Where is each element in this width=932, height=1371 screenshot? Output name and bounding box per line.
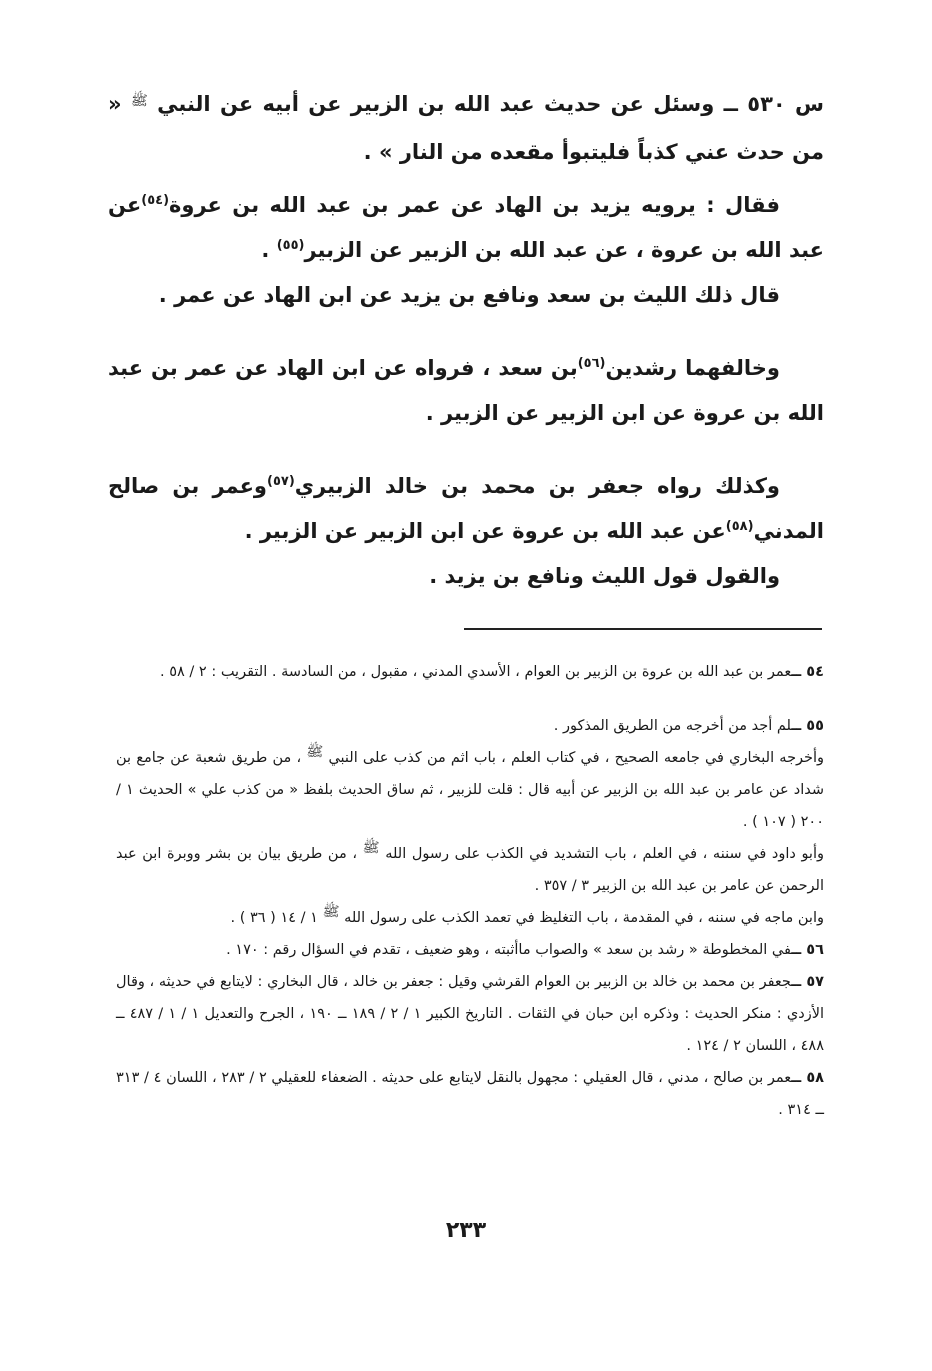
footnote-number: ٥٤ ــ [791, 664, 824, 680]
dissent-text-2: بن سعد ، فرواه عن ابن الهاد عن عمر بن عبد الله بن عروة عن ابن الزبير عن الزبير . [108, 356, 824, 425]
question-number: س ٥٣٠ ــ [723, 92, 825, 116]
main-text [108, 78, 824, 599]
page-number: ٢٣٣ [445, 1218, 487, 1243]
footnote-ref-57[interactable]: (٥٧) [266, 474, 295, 489]
salutation-glyph: ﷺ [130, 93, 148, 109]
answer-text-2: عن عبد الله بن عروة ، عن عبد الله بن الزبير عن الزبير [108, 193, 824, 262]
dissent-paragraph [108, 346, 824, 436]
answer-paragraph [108, 183, 824, 273]
footnote-text: جعفر بن محمد بن خالد بن الزبير بن العوام القرشي وقيل : جعفر بن خالد ، قال البخاري : لايتابع في حديثه ، وقال الأزدي : منكر الحديث : وذكره ابن حبان في الثقات . التاريخ الكبير ١ / ٢ / ١٨٩ ــ ١٩٠ ، الجرح والتعديل ١ / ١ / ٤٨٧ ــ ٤٨٨ ، اللسان ٢ / ١٢٤ . [116, 974, 824, 1054]
question-text-start: وسئل عن حديث عبد الله بن الزبير عن أبيه عن النبي [157, 92, 715, 116]
also-text-3: عن عبد الله بن عروة عن ابن الزبير عن الزبير . [244, 519, 726, 543]
footnote-text: عمر بن عبد الله بن عروة بن الزبير بن العوام ، الأسدي المدني ، مقبول ، من السادسة . التقريب : ٢ / ٥٨ . [160, 664, 792, 680]
footnote-58 [116, 1062, 824, 1126]
footnote-text: وأبو داود في سننه ، في العلم ، باب التشديد في الكذب على رسول الله [385, 846, 824, 862]
question-text-end: « من حدث عني كذباً فليتبوأ مقعده من النار » . [108, 92, 824, 164]
dissent-text-1: وخالفهما رشدين [605, 356, 780, 380]
footnote-57 [116, 966, 824, 1062]
also-narrated-paragraph [108, 464, 824, 554]
footnote-55 [116, 710, 824, 742]
footnotes [116, 656, 824, 1126]
footnote-56 [116, 934, 824, 966]
footnote-number: ٥٨ ــ [791, 1070, 825, 1086]
question-paragraph [108, 82, 824, 175]
footnote-number: ٥٧ ــ [791, 974, 825, 990]
answer-text-1: فقال : يرويه يزيد بن الهاد عن عمر بن عبد الله بن عروة [169, 193, 780, 217]
footnote-text: في المخطوطة « رشد بن سعد » والصواب ماأثبته ، وهو ضعيف ، تقدم في السؤال رقم : ١٧٠ . [226, 942, 792, 958]
footnote-ref-58[interactable]: (٥٨) [725, 519, 754, 534]
footnote-55-bukhari [116, 742, 824, 838]
salutation-glyph: ﷺ [322, 904, 340, 920]
footnote-ref-54[interactable]: (٥٤) [141, 193, 170, 208]
also-text-1: وكذلك رواه جعفر بن محمد بن خالد الزبيري [294, 474, 780, 498]
footnote-55-abudawud [116, 838, 824, 902]
conclusion-paragraph: والقول قول الليث ونافع بن يزيد . [429, 564, 780, 588]
footnote-number: ٥٥ ــ [791, 718, 824, 734]
footnote-ref-56[interactable]: (٥٦) [577, 356, 606, 371]
footnote-text: ، من طريق بيان بن بشر ووبرة ابن عبد الرحمن عن عامر بن عبد الله بن الزبير ٣ / ٣٥٧ . [116, 846, 824, 894]
footnote-ref-55[interactable]: (٥٥) [276, 238, 305, 253]
footnote-text: وأخرجه البخاري في جامعه الصحيح ، في كتاب العلم ، باب اثم من كذب على النبي [328, 750, 825, 766]
footnote-text: ١ / ١٤ ( ٣٦ ) . [230, 910, 318, 926]
footnote-text: عمر بن صالح ، مدني ، قال العقيلي : مجهول بالنقل لايتابع على حديثه . الضعفاء للعقيلي ٢ / ٢٨٣ ، اللسان ٤ / ٣١٣ ــ ٣١٤ . [116, 1070, 824, 1118]
footnote-number: ٥٦ ــ [791, 942, 824, 958]
narrators-paragraph: قال ذلك الليث بن سعد ونافع بن يزيد عن ابن الهاد عن عمر . [158, 283, 780, 307]
answer-text-3: . [261, 238, 277, 262]
salutation-glyph: ﷺ [306, 744, 324, 760]
footnote-separator [464, 628, 822, 630]
footnote-54 [116, 656, 824, 688]
footnote-text: وابن ماجه في سننه ، في المقدمة ، باب التغليظ في تعمد الكذب على رسول الله [344, 910, 824, 926]
salutation-glyph: ﷺ [362, 840, 380, 856]
footnote-text: ، من طريق شعبة عن جامع بن شداد عن عامر بن عبد الله بن الزبير عن أبيه قال : قلت للزبير ، ثم ساق الحديث بلفظ « من كذب علي » الحديث ١ / ٢٠٠ ( ١٠٧ ) . [116, 750, 824, 830]
footnote-text: لم أجد من أخرجه من الطريق المذكور . [553, 718, 792, 734]
footnote-55-ibnmajah [116, 902, 824, 934]
also-text-2: وعمر بن صالح المدني [108, 474, 824, 543]
